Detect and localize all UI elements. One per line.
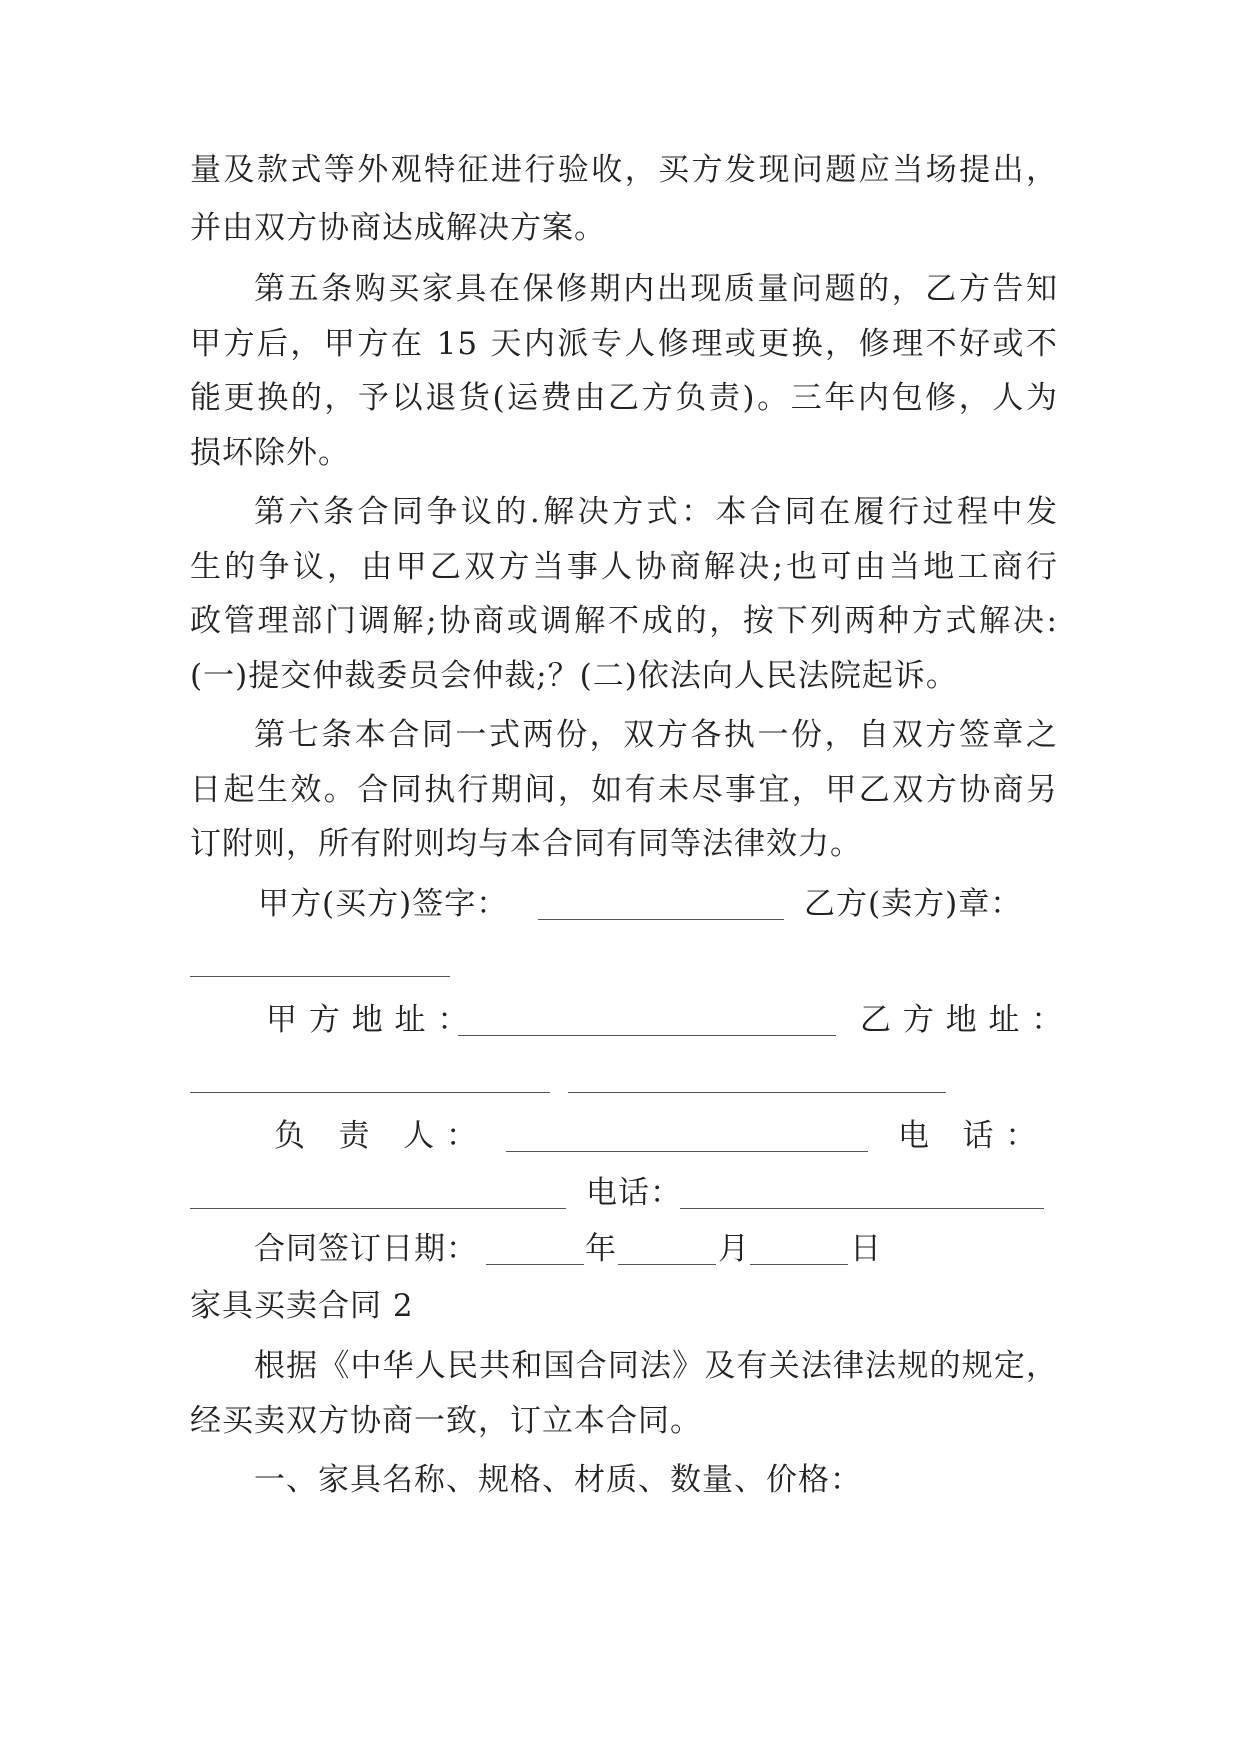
- party-a-address-blank: [458, 1035, 836, 1036]
- contract-2-line: 根据《中华人民共和国合同法》及有关法律法规的规定，: [254, 1348, 1058, 1384]
- day-label: 日: [850, 1231, 882, 1267]
- party-b-seal-blank: [190, 976, 450, 977]
- article-6-line: 政管理部门调解;协商或调解不成的，按下列两种方式解决:: [190, 603, 1058, 639]
- party-b-seal-label: 乙方(卖方)章：: [804, 886, 1023, 922]
- article-6-line: 生的争议，由甲乙双方当事人协商解决;也可由当地工商行: [190, 549, 1058, 585]
- article-5-line: 第五条购买家具在保修期内出现质量问题的，乙方告知: [254, 271, 1058, 307]
- party-b-address-label: 乙 方 地 址 ：: [860, 1002, 1064, 1038]
- year-label: 年: [585, 1231, 617, 1267]
- party-b-address-blank-2: [568, 1092, 946, 1093]
- responsible-person-blank: [506, 1151, 868, 1152]
- phone-b-blank: [680, 1208, 1044, 1209]
- party-a-sign-blank: [538, 919, 784, 920]
- paragraph-line: 量及款式等外观特征进行验收，买方发现问题应当场提出，: [190, 152, 1058, 188]
- article-7-line: 订附则，所有附则均与本合同有同等法律效力。: [190, 826, 862, 862]
- contract-2-section-heading: 一、家具名称、规格、材质、数量、价格：: [254, 1462, 862, 1498]
- phone-a-blank: [190, 1208, 566, 1209]
- article-5-line: 能更换的，予以退货(运费由乙方负责)。三年内包修，人为: [190, 380, 1058, 416]
- signing-date-label: 合同签订日期：: [254, 1231, 478, 1267]
- party-a-address-label: 甲 方 地 址 ：: [266, 1002, 470, 1038]
- contract-2-title: 家具买卖合同 2: [190, 1288, 414, 1324]
- responsible-person-label: 负 责 人 ：: [274, 1118, 478, 1154]
- article-5-line: 损坏除外。: [190, 435, 350, 471]
- article-6-line: 第六条合同争议的.解决方式：本合同在履行过程中发: [254, 494, 1058, 530]
- article-7-line: 第七条本合同一式两份，双方各执一份，自双方签章之: [254, 717, 1058, 753]
- day-blank: [750, 1264, 848, 1265]
- party-a-sign-label: 甲方(买方)签字：: [258, 886, 509, 922]
- article-5-line: 甲方后，甲方在 15 天内派专人修理或更换，修理不好或不: [190, 326, 1058, 362]
- paragraph-line: 并由双方协商达成解决方案。: [190, 210, 606, 246]
- month-blank: [618, 1264, 716, 1265]
- contract-2-line: 经买卖双方协商一致，订立本合同。: [190, 1403, 702, 1439]
- year-blank: [486, 1264, 584, 1265]
- phone-spaced-label: 电 话 ：: [898, 1118, 1038, 1154]
- phone-label: 电话：: [586, 1175, 682, 1211]
- month-label: 月: [718, 1231, 750, 1267]
- article-6-line: (一)提交仲裁委员会仲裁;？(二)依法向人民法院起诉。: [190, 658, 958, 694]
- article-7-line: 日起生效。合同执行期间，如有未尽事宜，甲乙双方协商另: [190, 772, 1058, 808]
- party-b-address-blank: [190, 1092, 550, 1093]
